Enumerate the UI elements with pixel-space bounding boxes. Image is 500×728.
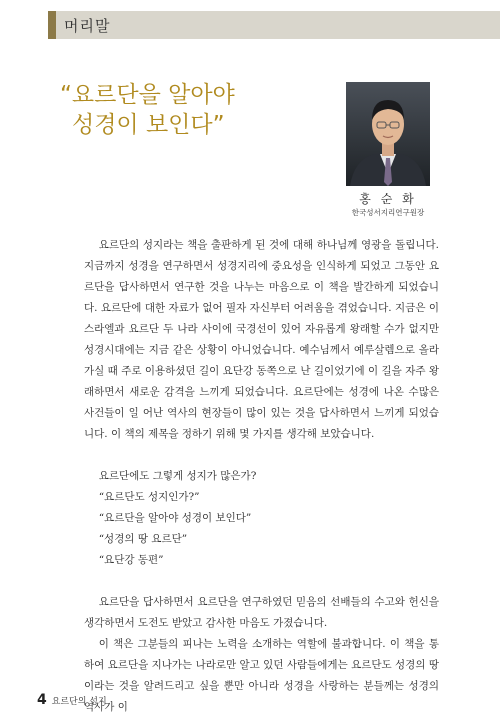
quote-item: “성경의 땅 요르단” [98, 533, 188, 545]
quote-item: 요르단에도 그렇게 성지가 많은가? [98, 470, 257, 482]
body-text [84, 235, 439, 718]
page-number: 4 [37, 692, 47, 708]
author-affiliation: 한국성서지리연구원장 [351, 208, 425, 217]
paragraph: 요르단을 답사하면서 요르단을 연구하였던 믿음의 선배들의 수고와 헌신을 생각하면서 도전도 받았고 감사한 마음도 가졌습니다. [84, 596, 439, 629]
quote-list [84, 466, 439, 571]
section-title: 머리말 [64, 17, 111, 35]
portrait-photo-icon [346, 82, 430, 186]
quote-item: “요르단도 성지인가?” [98, 491, 200, 503]
paragraph: 이 책은 그분들의 피나는 노력을 소개하는 역할에 불과합니다. 이 책을 통하여 요르단을 지나가는 나라로만 알고 있던 사람들에게는 요르단도 성경의 땅이라는 것을 알려드리고 싶을 뿐만 아니라 성경을 사랑하는 분들께는 성경의 역사가 이 [84, 638, 439, 713]
headline [60, 80, 235, 140]
quote-item: “요르단을 알아야 성경이 보인다” [98, 512, 252, 524]
header-bar [48, 11, 500, 39]
quote-item: “요단강 동편” [98, 554, 164, 566]
author-portrait [346, 82, 430, 186]
author-name: 홍 순 화 [359, 192, 417, 206]
header-accent [48, 11, 56, 39]
headline-line-2: 성경이 보인다” [72, 112, 225, 138]
paragraph: 요르단의 성지라는 책을 출판하게 된 것에 대해 하나님께 영광을 돌립니다. 지금까지 성경을 연구하면서 성경지리에 중요성을 인식하게 되었고 그동안 요르단을 답사하면서 연구한 것을 나누는 마음으로 이 책을 발간하게 되었습니다. 요르단에 대한 자료가 없어 필자 자신부터 어려움을 겪었습니다. 지금은 이스라엘과 요르단 두 나라 사이에 국경선이 있어 자유롭게 왕래할 수가 없지만 성경시대에는 지금 같은 상황이 아니었습니다. 예수님께서 예루살렘으로 올라가실 때 주로 이용하셨던 길이 요단강 동쪽으로 난 길이었기에 이 길을 자주 왕래하면서 새로운 감격을 느끼게 되었습니다. 요르단에는 성경에 나온 수많은 사건들이 일 어난 역사의 현장들이 많이 있는 것을 답사하면서 느끼게 되었습니다. 이 책의 제목을 정하기 위해 몇 가지를 생각해 보았습니다. [84, 239, 439, 440]
book-title: 요르단의 성지 [51, 697, 107, 707]
headline-line-1: “요르단을 알아야 [60, 82, 235, 108]
page-footer [37, 692, 107, 708]
